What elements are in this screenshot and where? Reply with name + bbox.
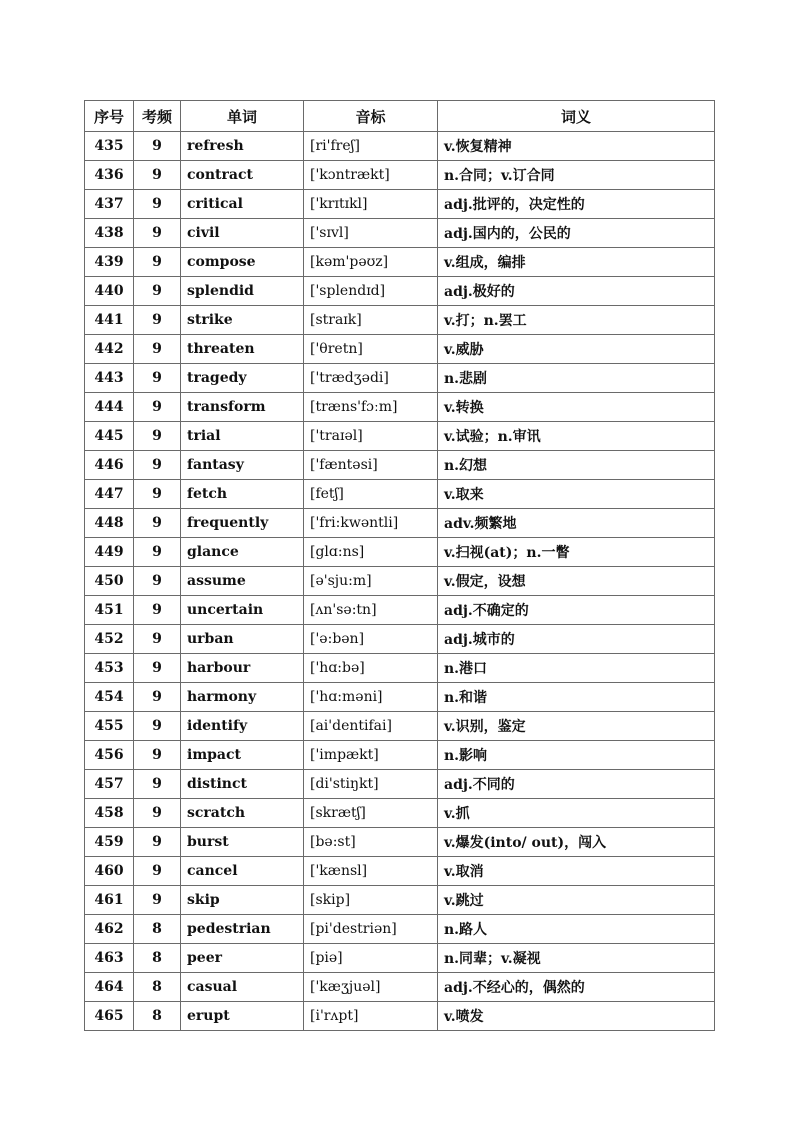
- row-meaning: v.恢复精神: [438, 132, 715, 161]
- row-phonetic: [glɑ:ns]: [304, 538, 438, 567]
- table-row: [85, 132, 715, 161]
- row-frequency: 9: [134, 219, 181, 248]
- row-number: 437: [85, 190, 134, 219]
- row-phonetic: ['fæntəsi]: [304, 451, 438, 480]
- row-frequency: 9: [134, 625, 181, 654]
- row-number: 440: [85, 277, 134, 306]
- row-frequency: 9: [134, 277, 181, 306]
- row-number: 447: [85, 480, 134, 509]
- row-frequency: 9: [134, 248, 181, 277]
- table-row: [85, 422, 715, 451]
- row-word: uncertain: [181, 596, 304, 625]
- row-number: 451: [85, 596, 134, 625]
- row-number: 438: [85, 219, 134, 248]
- row-frequency: 9: [134, 132, 181, 161]
- table-row: [85, 770, 715, 799]
- row-phonetic: [skrætʃ]: [304, 799, 438, 828]
- row-word: harbour: [181, 654, 304, 683]
- row-phonetic: [i'rʌpt]: [304, 1002, 438, 1031]
- row-phonetic: ['ə:bən]: [304, 625, 438, 654]
- header-number: 序号: [85, 101, 134, 132]
- row-number: 445: [85, 422, 134, 451]
- row-frequency: 9: [134, 451, 181, 480]
- row-meaning: n.影响: [438, 741, 715, 770]
- row-meaning: v.威胁: [438, 335, 715, 364]
- row-phonetic: ['kɔntrækt]: [304, 161, 438, 190]
- row-meaning: adj.不经心的，偶然的: [438, 973, 715, 1002]
- row-number: 463: [85, 944, 134, 973]
- row-number: 456: [85, 741, 134, 770]
- table-row: [85, 625, 715, 654]
- row-meaning: v.跳过: [438, 886, 715, 915]
- row-word: glance: [181, 538, 304, 567]
- row-number: 457: [85, 770, 134, 799]
- row-number: 461: [85, 886, 134, 915]
- row-meaning: adj.不同的: [438, 770, 715, 799]
- row-meaning: v.转换: [438, 393, 715, 422]
- row-frequency: 8: [134, 973, 181, 1002]
- row-number: 439: [85, 248, 134, 277]
- row-phonetic: [ai'dentifai]: [304, 712, 438, 741]
- table-row: [85, 335, 715, 364]
- header-meaning: 词义: [438, 101, 715, 132]
- row-meaning: n.路人: [438, 915, 715, 944]
- row-word: skip: [181, 886, 304, 915]
- row-phonetic: ['fri:kwəntli]: [304, 509, 438, 538]
- row-word: casual: [181, 973, 304, 1002]
- row-number: 465: [85, 1002, 134, 1031]
- row-meaning: adj.城市的: [438, 625, 715, 654]
- row-meaning: v.假定，设想: [438, 567, 715, 596]
- row-frequency: 9: [134, 828, 181, 857]
- row-meaning: adj.国内的，公民的: [438, 219, 715, 248]
- table-row: [85, 219, 715, 248]
- row-phonetic: ['kæʒjuəl]: [304, 973, 438, 1002]
- row-word: civil: [181, 219, 304, 248]
- row-phonetic: [træns'fɔːm]: [304, 393, 438, 422]
- row-phonetic: [fetʃ]: [304, 480, 438, 509]
- row-word: trial: [181, 422, 304, 451]
- row-phonetic: [piə]: [304, 944, 438, 973]
- row-meaning: adj.极好的: [438, 277, 715, 306]
- row-frequency: 9: [134, 886, 181, 915]
- row-word: critical: [181, 190, 304, 219]
- row-meaning: n.同辈；v.凝视: [438, 944, 715, 973]
- row-word: tragedy: [181, 364, 304, 393]
- row-frequency: 9: [134, 741, 181, 770]
- row-meaning: v.打；n.罢工: [438, 306, 715, 335]
- row-phonetic: [straɪk]: [304, 306, 438, 335]
- table-body: [85, 132, 715, 1031]
- row-frequency: 9: [134, 306, 181, 335]
- row-number: 462: [85, 915, 134, 944]
- row-phonetic: ['splendɪd]: [304, 277, 438, 306]
- row-frequency: 9: [134, 538, 181, 567]
- row-number: 441: [85, 306, 134, 335]
- table-row: [85, 944, 715, 973]
- row-word: cancel: [181, 857, 304, 886]
- row-number: 455: [85, 712, 134, 741]
- row-word: threaten: [181, 335, 304, 364]
- row-word: erupt: [181, 1002, 304, 1031]
- table-row: [85, 654, 715, 683]
- table-row: [85, 364, 715, 393]
- table-row: [85, 1002, 715, 1031]
- row-meaning: v.取消: [438, 857, 715, 886]
- row-word: scratch: [181, 799, 304, 828]
- table-row: [85, 161, 715, 190]
- table-row: [85, 828, 715, 857]
- row-meaning: n.悲剧: [438, 364, 715, 393]
- row-number: 452: [85, 625, 134, 654]
- row-number: 449: [85, 538, 134, 567]
- row-frequency: 9: [134, 335, 181, 364]
- row-meaning: n.合同；v.订合同: [438, 161, 715, 190]
- row-phonetic: ['sɪvl]: [304, 219, 438, 248]
- table-row: [85, 915, 715, 944]
- row-number: 460: [85, 857, 134, 886]
- row-word: fetch: [181, 480, 304, 509]
- table-row: [85, 567, 715, 596]
- row-word: peer: [181, 944, 304, 973]
- row-meaning: v.组成，编排: [438, 248, 715, 277]
- row-meaning: v.抓: [438, 799, 715, 828]
- row-phonetic: ['traɪəl]: [304, 422, 438, 451]
- table-row: [85, 538, 715, 567]
- row-number: 448: [85, 509, 134, 538]
- row-word: urban: [181, 625, 304, 654]
- table-row: [85, 480, 715, 509]
- table-row: [85, 683, 715, 712]
- row-word: contract: [181, 161, 304, 190]
- row-frequency: 9: [134, 857, 181, 886]
- row-frequency: 9: [134, 190, 181, 219]
- table-row: [85, 190, 715, 219]
- row-phonetic: ['krɪtɪkl]: [304, 190, 438, 219]
- row-frequency: 8: [134, 944, 181, 973]
- row-frequency: 9: [134, 654, 181, 683]
- row-frequency: 9: [134, 364, 181, 393]
- table-row: [85, 509, 715, 538]
- table-header-row: [85, 101, 715, 132]
- header-phonetic: 音标: [304, 101, 438, 132]
- row-word: burst: [181, 828, 304, 857]
- row-phonetic: [ə'sju:m]: [304, 567, 438, 596]
- row-number: 464: [85, 973, 134, 1002]
- row-number: 459: [85, 828, 134, 857]
- row-number: 436: [85, 161, 134, 190]
- row-meaning: n.和谐: [438, 683, 715, 712]
- row-number: 454: [85, 683, 134, 712]
- row-number: 458: [85, 799, 134, 828]
- row-number: 450: [85, 567, 134, 596]
- row-meaning: v.扫视(at)；n.一瞥: [438, 538, 715, 567]
- row-meaning: v.试验；n.审讯: [438, 422, 715, 451]
- row-phonetic: [ʌn'sə:tn]: [304, 596, 438, 625]
- row-frequency: 9: [134, 596, 181, 625]
- row-word: transform: [181, 393, 304, 422]
- row-word: harmony: [181, 683, 304, 712]
- row-word: pedestrian: [181, 915, 304, 944]
- row-phonetic: [di'stiŋkt]: [304, 770, 438, 799]
- row-frequency: 9: [134, 799, 181, 828]
- row-word: fantasy: [181, 451, 304, 480]
- table-row: [85, 886, 715, 915]
- table-row: [85, 799, 715, 828]
- row-number: 435: [85, 132, 134, 161]
- row-word: refresh: [181, 132, 304, 161]
- row-frequency: 9: [134, 567, 181, 596]
- row-word: assume: [181, 567, 304, 596]
- table-row: [85, 857, 715, 886]
- row-number: 442: [85, 335, 134, 364]
- row-meaning: v.喷发: [438, 1002, 715, 1031]
- table-row: [85, 277, 715, 306]
- row-word: impact: [181, 741, 304, 770]
- row-meaning: v.爆发(into/ out)，闯入: [438, 828, 715, 857]
- row-word: frequently: [181, 509, 304, 538]
- row-phonetic: ['trædʒədi]: [304, 364, 438, 393]
- row-frequency: 8: [134, 1002, 181, 1031]
- row-phonetic: [skip]: [304, 886, 438, 915]
- table-row: [85, 973, 715, 1002]
- header-word: 单词: [181, 101, 304, 132]
- row-word: splendid: [181, 277, 304, 306]
- row-meaning: adj.批评的，决定性的: [438, 190, 715, 219]
- row-word: strike: [181, 306, 304, 335]
- row-phonetic: ['hɑ:məni]: [304, 683, 438, 712]
- row-frequency: 9: [134, 509, 181, 538]
- row-phonetic: [kəm'pəʊz]: [304, 248, 438, 277]
- row-frequency: 9: [134, 422, 181, 451]
- table-row: [85, 712, 715, 741]
- row-frequency: 8: [134, 915, 181, 944]
- row-meaning: n.幻想: [438, 451, 715, 480]
- row-word: distinct: [181, 770, 304, 799]
- vocabulary-table: [84, 100, 715, 1031]
- row-phonetic: [bə:st]: [304, 828, 438, 857]
- row-meaning: v.识别，鉴定: [438, 712, 715, 741]
- row-number: 444: [85, 393, 134, 422]
- row-word: identify: [181, 712, 304, 741]
- row-frequency: 9: [134, 393, 181, 422]
- row-number: 443: [85, 364, 134, 393]
- table-row: [85, 596, 715, 625]
- row-frequency: 9: [134, 712, 181, 741]
- row-number: 446: [85, 451, 134, 480]
- table-row: [85, 306, 715, 335]
- row-phonetic: [pi'destriən]: [304, 915, 438, 944]
- row-frequency: 9: [134, 480, 181, 509]
- row-meaning: n.港口: [438, 654, 715, 683]
- row-frequency: 9: [134, 770, 181, 799]
- table-row: [85, 248, 715, 277]
- row-number: 453: [85, 654, 134, 683]
- row-meaning: adj.不确定的: [438, 596, 715, 625]
- row-word: compose: [181, 248, 304, 277]
- table-row: [85, 393, 715, 422]
- row-meaning: adv.频繁地: [438, 509, 715, 538]
- row-phonetic: [ri'freʃ]: [304, 132, 438, 161]
- row-phonetic: ['kænsl]: [304, 857, 438, 886]
- table-row: [85, 741, 715, 770]
- header-frequency: 考频: [134, 101, 181, 132]
- row-phonetic: ['hɑ:bə]: [304, 654, 438, 683]
- row-frequency: 9: [134, 161, 181, 190]
- row-frequency: 9: [134, 683, 181, 712]
- row-phonetic: ['θretn]: [304, 335, 438, 364]
- table-row: [85, 451, 715, 480]
- row-phonetic: ['impækt]: [304, 741, 438, 770]
- row-meaning: v.取来: [438, 480, 715, 509]
